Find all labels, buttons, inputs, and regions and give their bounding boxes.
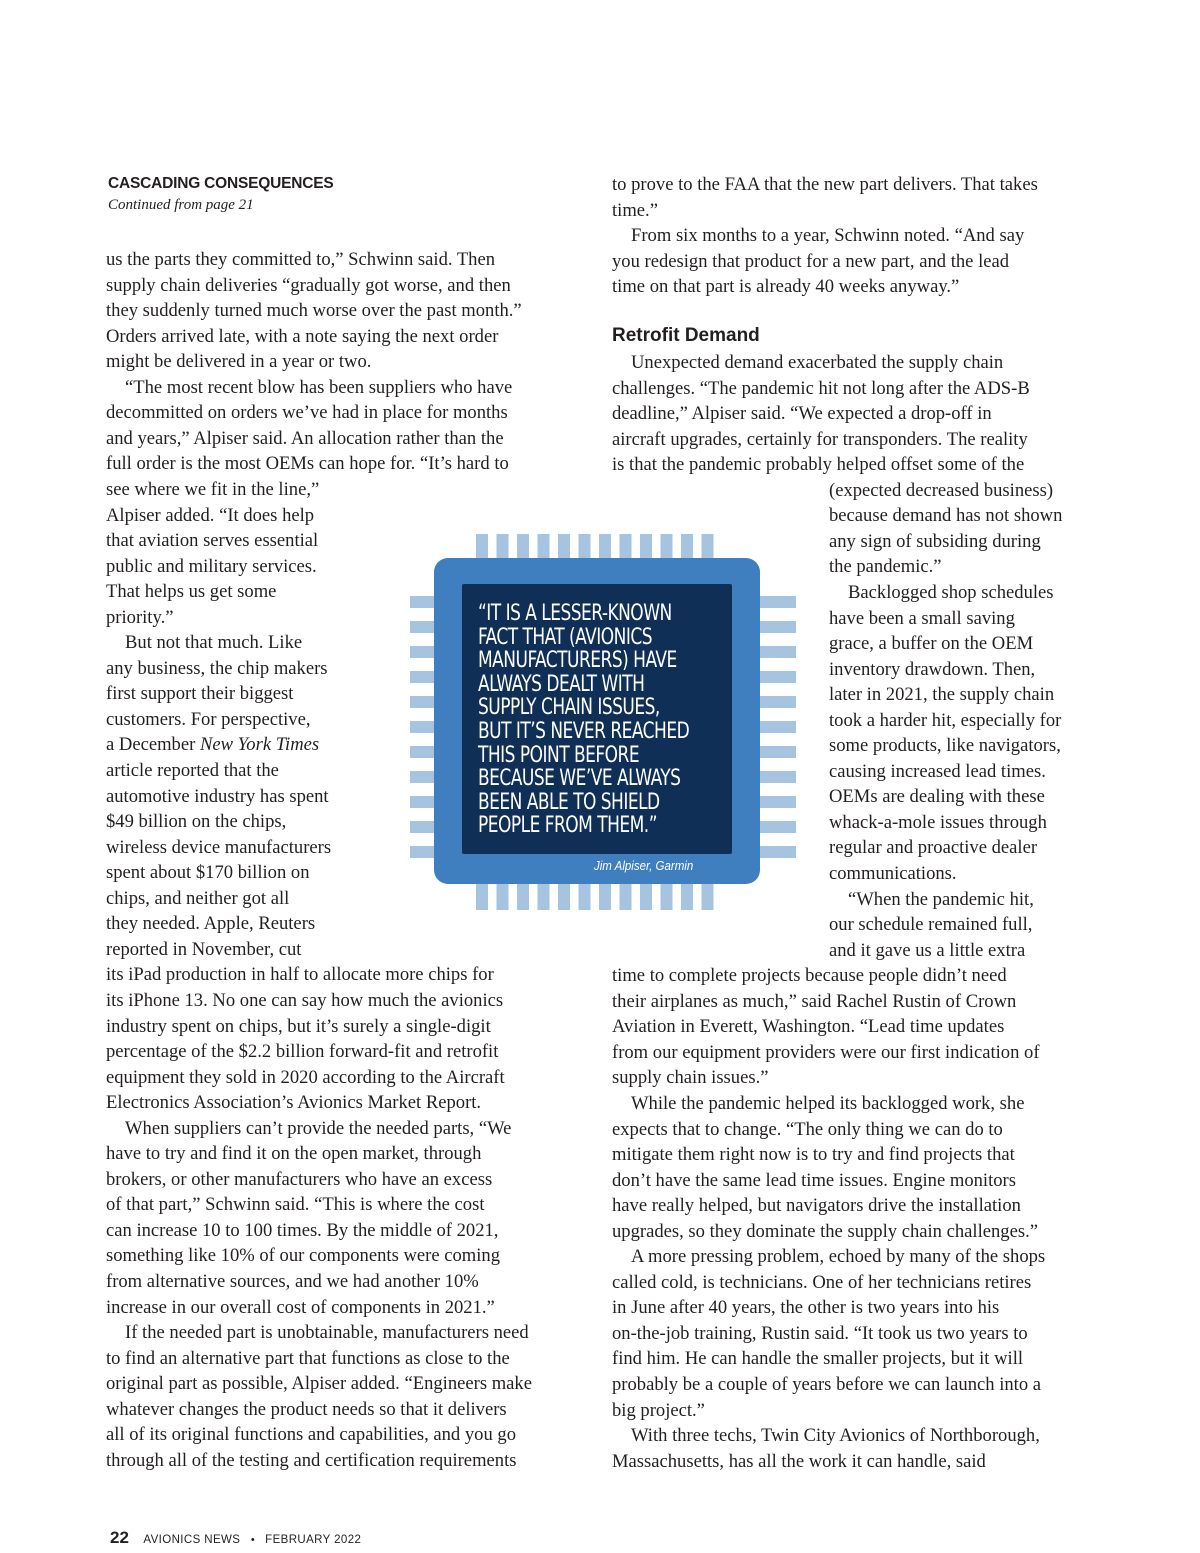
chip-pin-top: [661, 534, 673, 560]
chip-pin-bottom: [579, 882, 591, 910]
text-line: you redesign that product for a new part, and the lead: [612, 250, 1010, 272]
text-line: to prove to the FAA that the new part delivers. That takes: [612, 174, 1038, 195]
text-line: increase in our overall cost of components in 2021.”: [106, 1296, 495, 1318]
chip-pin-bottom: [517, 882, 529, 910]
chip-pin-top: [579, 534, 591, 560]
chip-pin-top: [497, 534, 509, 560]
footer-separator: •: [250, 1534, 255, 1546]
text-line: “The most recent blow has been suppliers who have: [125, 376, 513, 398]
pull-quote-attribution: Jim Alpiser, Garmin: [594, 859, 694, 873]
text-line: see where we fit in the line,”: [106, 478, 320, 500]
text-line: grace, a buffer on the OEM: [829, 633, 1034, 655]
text-line: full order is the most OEMs can hope for. “It’s hard to: [106, 453, 509, 475]
chip-pin-top: [558, 534, 570, 560]
chip-pin-right: [760, 771, 796, 783]
text-line: automotive industry has spent: [106, 785, 329, 807]
text-line: decommitted on orders we’ve had in place for months: [106, 402, 508, 424]
text-line: and years,” Alpiser said. An allocation rather than the: [106, 427, 504, 449]
text-line: its iPhone 13. No one can say how much the avionics: [106, 989, 504, 1011]
subhead-retrofit-demand: Retrofit Demand: [612, 325, 760, 346]
pull-quote-chip-graphic: [408, 532, 798, 912]
pull-quote-line: MANUFACTURERS) HAVE: [478, 648, 677, 674]
text-line: From six months to a year, Schwinn noted. “And say: [631, 225, 1025, 247]
section-title: CASCADING CONSEQUENCES: [108, 175, 334, 192]
chip-pin-bottom: [538, 882, 550, 910]
text-line: upgrades, so they dominate the supply chain challenges.”: [612, 1220, 1038, 1242]
text-line: that aviation serves essential: [106, 530, 319, 552]
text-line: challenges. “The pandemic hit not long after the ADS-B: [612, 377, 1030, 399]
chip-pin-left: [410, 771, 436, 783]
text-line: supply chain deliveries “gradually got worse, and then: [106, 274, 511, 296]
text-line: causing increased lead times.: [829, 760, 1046, 782]
chip-pin-left: [410, 671, 436, 683]
chip-pin-left: [410, 646, 436, 658]
text-line: big project.”: [612, 1399, 705, 1421]
pull-quote-line: BUT IT’S NEVER REACHED: [478, 718, 690, 744]
text-line: aircraft upgrades, certainly for transponders. The reality: [612, 428, 1028, 450]
chip-pin-right: [760, 746, 796, 758]
text-line: reported in November, cut: [106, 938, 302, 960]
pull-quote-line: ALWAYS DEALT WITH: [478, 671, 645, 697]
text-line: “When the pandemic hit,: [848, 888, 1034, 910]
text-line: deadline,” Alpiser said. “We expected a drop-off in: [612, 403, 992, 425]
pull-quote-line: BECAUSE WE’VE ALWAYS: [478, 766, 681, 792]
text-line: to find an alternative part that functions as close to the: [106, 1347, 510, 1369]
text-line: article reported that the: [106, 760, 279, 781]
chip-pin-top: [620, 534, 632, 560]
text-line: all of its original functions and capabilities, and you go: [106, 1424, 517, 1446]
text-line: inventory drawdown. Then,: [829, 658, 1036, 680]
text-line: percentage of the $2.2 billion forward-fit and retrofit: [106, 1041, 499, 1063]
text-line: whack-a-mole issues through: [829, 811, 1047, 833]
text-line: Orders arrived late, with a note saying the next order: [106, 325, 499, 347]
text-line: (expected decreased business): [829, 479, 1054, 501]
chip-pin-left: [410, 796, 436, 808]
chip-pin-left: [410, 621, 436, 633]
text-line: supply chain issues.”: [612, 1067, 769, 1089]
text-line: any sign of subsiding during: [829, 530, 1041, 552]
text-line: through all of the testing and certification requirements: [106, 1449, 517, 1471]
chip-pin-top: [538, 534, 550, 560]
chip-pin-top: [640, 534, 652, 560]
text-line: find him. He can handle the smaller projects, but it will: [612, 1348, 1024, 1370]
chip-pin-bottom: [661, 882, 673, 910]
text-line: our schedule remained full,: [829, 914, 1033, 936]
text-line: some products, like navigators,: [829, 735, 1061, 757]
text-line: wireless device manufacturers: [106, 836, 332, 858]
text-line: of that part,” Schwinn said. “This is where the cost: [106, 1194, 485, 1216]
text-line: A more pressing problem, echoed by many of the shops: [631, 1246, 1046, 1268]
chip-pin-top: [517, 534, 529, 560]
pull-quote-text: [478, 602, 693, 838]
text-line: time.”: [612, 199, 658, 221]
pull-quote-line: “IT IS A LESSER-KNOWN: [478, 601, 672, 626]
pull-quote-line: SUPPLY CHAIN ISSUES,: [478, 695, 660, 721]
text-line: they suddenly turned much worse over the past month.”: [106, 300, 522, 322]
text-line: from alternative sources, and we had another 10%: [106, 1271, 479, 1292]
text-line: any business, the chip makers: [106, 657, 328, 679]
text-line: That helps us get some: [106, 581, 277, 603]
chip-pin-left: [410, 596, 436, 608]
text-line: Alpiser added. “It does help: [106, 504, 315, 526]
text-line: don’t have the same lead time issues. Engine monitors: [612, 1169, 1016, 1191]
text-line: first support their biggest: [106, 683, 294, 705]
text-line: While the pandemic helped its backlogged work, she: [631, 1092, 1025, 1114]
chip-pin-left: [410, 746, 436, 758]
chip-pin-bottom: [620, 882, 632, 910]
text-line: its iPad production in half to allocate more chips for: [106, 964, 494, 986]
text-line: have to try and find it on the open market, through: [106, 1143, 482, 1165]
text-line: $49 billion on the chips,: [106, 811, 287, 833]
text-line: in June after 40 years, the other is two years into his: [612, 1297, 1000, 1319]
text-line: Unexpected demand exacerbated the supply chain: [631, 352, 1004, 373]
text-line: regular and proactive dealer: [829, 837, 1038, 859]
chip-pin-bottom: [558, 882, 570, 910]
text-line: When suppliers can’t provide the needed parts, “We: [125, 1117, 512, 1139]
text-line: If the needed part is unobtainable, manufacturers need: [125, 1322, 529, 1344]
chip-pin-left: [410, 721, 436, 733]
text-line: their airplanes as much,” said Rachel Rustin of Crown: [612, 990, 1017, 1012]
text-line: public and military services.: [106, 555, 317, 577]
text-line: something like 10% of our components were coming: [106, 1245, 501, 1267]
text-line: us the parts they committed to,” Schwinn said. Then: [106, 249, 496, 270]
text-line: original part as possible, Alpiser added. “Engineers make: [106, 1373, 532, 1395]
chip-pin-left: [410, 696, 436, 708]
publication-name: AVIONICS NEWS: [143, 1534, 241, 1546]
chip-pin-bottom: [702, 882, 714, 910]
text-line: took a harder hit, especially for: [829, 709, 1062, 731]
text-line: brokers, or other manufacturers who have an excess: [106, 1168, 493, 1190]
text-line: they needed. Apple, Reuters: [106, 913, 316, 935]
chip-pin-top: [702, 534, 714, 560]
text-line: Massachusetts, has all the work it can handle, said: [612, 1450, 986, 1472]
chip-pin-bottom: [497, 882, 509, 910]
page-footer: [110, 1528, 361, 1548]
text-line: the pandemic.”: [829, 556, 942, 578]
text-line: Aviation in Everett, Washington. “Lead time updates: [612, 1016, 1005, 1038]
text-line: have been a small saving: [829, 607, 1015, 629]
chip-pin-right: [760, 796, 796, 808]
text-line: because demand has not shown: [829, 505, 1063, 527]
chip-pin-bottom: [599, 882, 611, 910]
chip-pin-top: [681, 534, 693, 560]
text-line: spent about $170 billion on: [106, 862, 310, 884]
continued-note: Continued from page 21: [108, 197, 254, 213]
pull-quote-line: FACT THAT (AVIONICS: [478, 624, 652, 650]
chip-pin-bottom: [476, 882, 488, 910]
text-line: priority.”: [106, 606, 174, 628]
text-line: Electronics Association’s Avionics Market Report.: [106, 1092, 482, 1114]
chip-pin-right: [760, 846, 796, 858]
text-line: With three techs, Twin City Avionics of Northborough,: [631, 1425, 1040, 1447]
issue-date: FEBRUARY 2022: [265, 1534, 362, 1546]
chip-pin-right: [760, 621, 796, 633]
chip-pin-left: [410, 821, 436, 833]
text-line: time to complete projects because people didn’t need: [612, 965, 1007, 987]
pull-quote-line: BEEN ABLE TO SHIELD: [478, 789, 660, 815]
text-line: can increase 10 to 100 times. By the middle of 2021,: [106, 1219, 499, 1241]
chip-pin-right: [760, 696, 796, 708]
text-line: a December New York Times: [106, 734, 320, 756]
chip-pin-right: [760, 596, 796, 608]
chip-pin-right: [760, 646, 796, 658]
chip-pin-right: [760, 821, 796, 833]
pull-quote-line: THIS POINT BEFORE: [478, 742, 640, 768]
text-line: chips, and neither got all: [106, 887, 290, 909]
chip-pin-left: [410, 846, 436, 858]
chip-pin-top: [476, 534, 488, 560]
chip-pin-right: [760, 721, 796, 733]
text-line: probably be a couple of years before we can launch into a: [612, 1374, 1042, 1395]
text-line: equipment they sold in 2020 according to the Aircraft: [106, 1066, 505, 1088]
text-line: from our equipment providers were our first indication of: [612, 1041, 1040, 1063]
chip-pin-bottom: [640, 882, 652, 910]
chip-pin-top: [599, 534, 611, 560]
text-line: But not that much. Like: [125, 632, 303, 654]
text-line: might be delivered in a year or two.: [106, 351, 372, 373]
text-line: expects that to change. “The only thing we can do to: [612, 1118, 1003, 1140]
chip-pin-bottom: [681, 882, 693, 910]
text-line: have really helped, but navigators drive the installation: [612, 1195, 1021, 1217]
chip-pin-right: [760, 671, 796, 683]
text-line: is that the pandemic probably helped offset some of the: [612, 454, 1025, 476]
text-line: OEMs are dealing with these: [829, 786, 1045, 808]
text-line: later in 2021, the supply chain: [829, 684, 1055, 706]
pull-quote-line: PEOPLE FROM THEM.”: [478, 813, 658, 839]
text-line: communications.: [829, 863, 957, 884]
text-line: called cold, is technicians. One of her technicians retires: [612, 1271, 1032, 1293]
text-line: customers. For perspective,: [106, 708, 311, 730]
text-line: whatever changes the product needs so that it delivers: [106, 1398, 507, 1420]
text-line: Backlogged shop schedules: [848, 581, 1054, 603]
text-line: industry spent on chips, but it’s surely a single-digit: [106, 1015, 491, 1037]
text-line: mitigate them right now is to try and find projects that: [612, 1144, 1015, 1166]
page-number: 22: [110, 1528, 129, 1547]
text-line: and it gave us a little extra: [829, 939, 1026, 961]
text-line: time on that part is already 40 weeks anyway.”: [612, 276, 960, 298]
text-line: on-the-job training, Rustin said. “It took us two years to: [612, 1322, 1028, 1344]
